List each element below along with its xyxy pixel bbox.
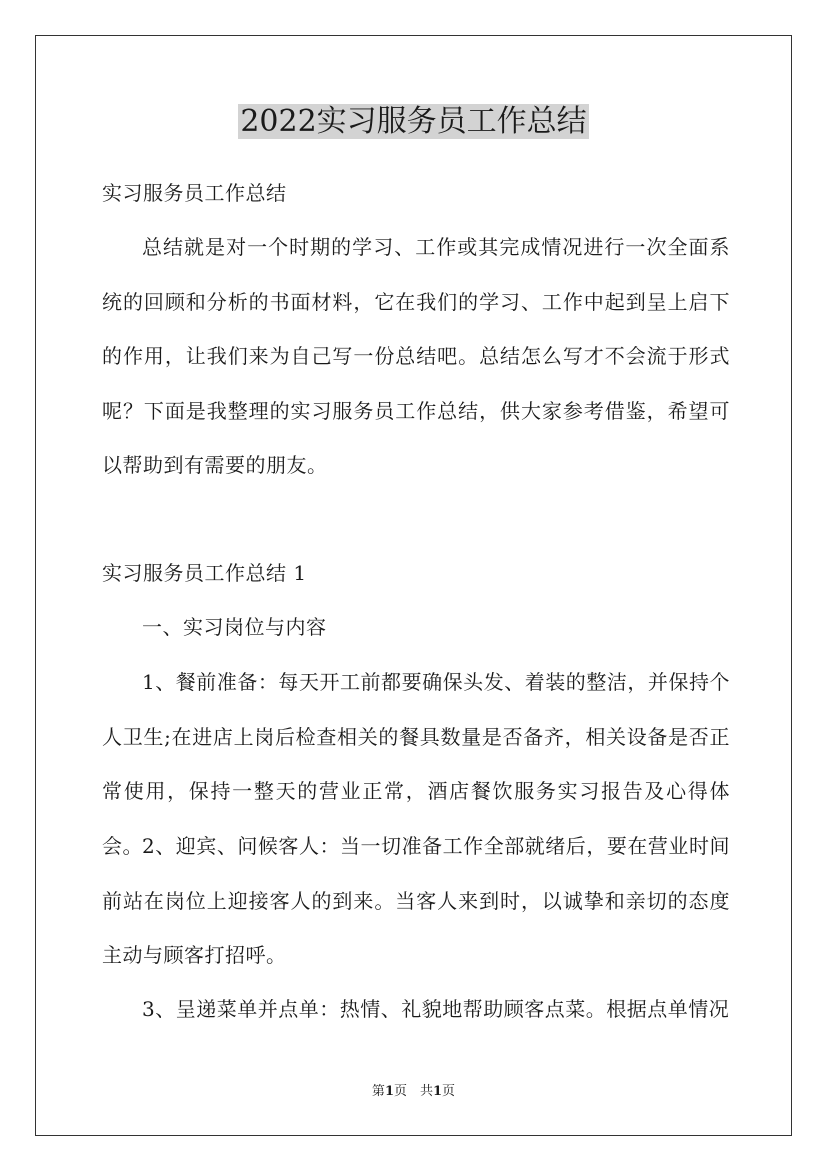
intro-paragraph: 总结就是对一个时期的学习、工作或其完成情况进行一次全面系统的回顾和分析的书面材料，它在我们的学习、工作中起到呈上启下的作用，让我们来为自己写一份总结吧。总结怎么写才不会流于形式呢？下面是我整理的实习服务员工作总结，供大家参考借鉴，希望可以帮助到有需要的朋友。 — [102, 235, 730, 477]
footer-total-pages: 1 — [433, 1084, 443, 1099]
document-title — [0, 100, 827, 144]
list-item-1: 1、餐前准备：每天开工前都要确保头发、着装的整洁，并保持个人卫生;在进店上岗后检查相关的餐具数量是否备齐，相关设备是否正常使用，保持一整天的营业正常，酒店餐饮服务实习报告及心得体会。 — [102, 670, 730, 858]
section-heading: 实习服务员工作总结 1 — [102, 561, 307, 585]
footer-suffix: 页 — [442, 1084, 456, 1099]
footer-page-number: 1 — [384, 1084, 394, 1099]
footer-mid: 页 共 — [393, 1084, 433, 1099]
document-subtitle: 实习服务员工作总结 — [102, 181, 287, 205]
document-title-text: 2022实习服务员工作总结 — [240, 104, 587, 139]
footer-prefix: 第 — [371, 1084, 385, 1099]
list-item-3: 3、呈递菜单并点单：热情、礼貌地帮助顾客点菜。根据点单情况 — [142, 997, 730, 1021]
page-footer — [0, 1082, 827, 1102]
section-subheading: 一、实习岗位与内容 — [142, 615, 327, 639]
list-item-2: 2、迎宾、问候客人：当一切准备工作全部就绪后，要在营业时间前站在岗位上迎接客人的到来。当客人来到时，以诚挚和亲切的态度主动与顾客打招呼。 — [102, 834, 730, 967]
